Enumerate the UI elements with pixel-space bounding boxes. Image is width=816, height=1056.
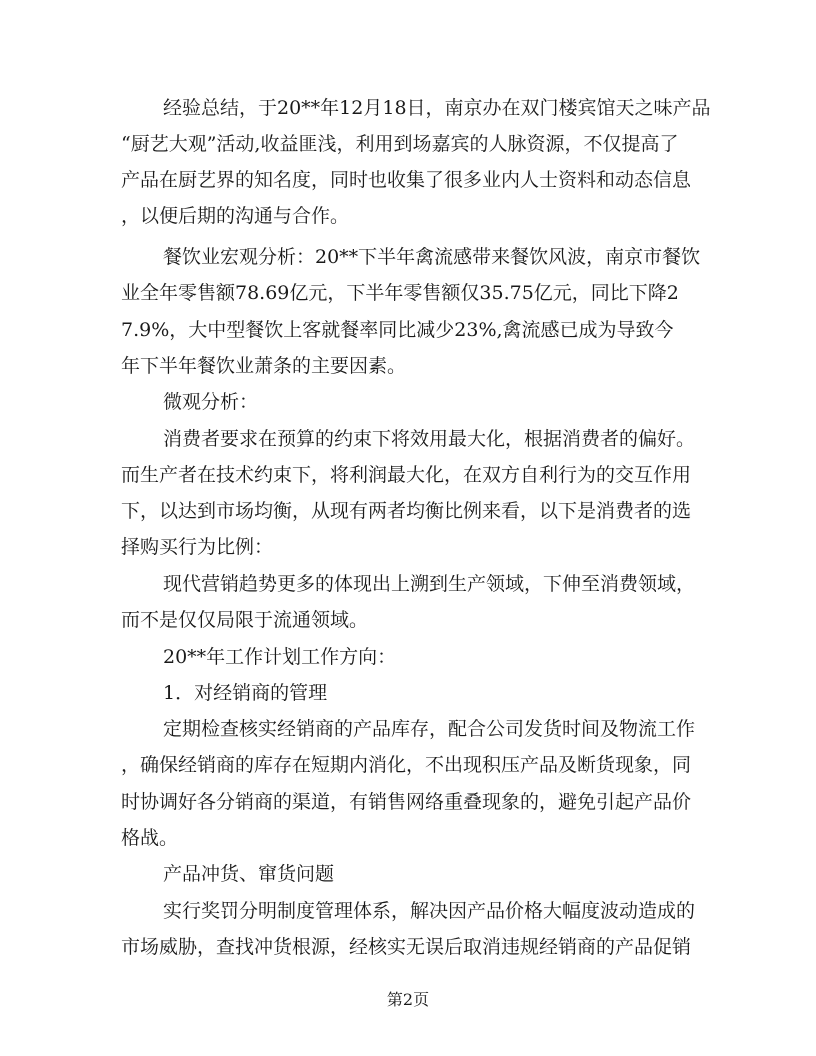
text-line: 时协调好各分销商的渠道，有销售网络重叠现象的，避免引起产品价 <box>121 791 692 813</box>
text-line: 而生产者在技术约束下，将利润最大化，在双方自利行为的交互作用 <box>121 464 692 486</box>
text-line: 餐饮业宏观分析：20**下半年禽流感带来餐饮风波，南京市餐饮 <box>163 246 701 268</box>
text-line: ，以便后期的沟通与合作。 <box>121 205 350 227</box>
text-line: 经验总结，于20**年12月18日，南京办在双门楼宾馆天之味产品 <box>163 97 711 119</box>
text-line: 产品在厨艺界的知名度，同时也收集了很多业内人士资料和动态信息 <box>121 169 692 191</box>
text-line: 7.9%，大中型餐饮上客就餐率同比减少23%,禽流感已成为导致今 <box>121 319 674 341</box>
page-number: 第2页 <box>386 990 430 1009</box>
text-line: 实行奖罚分明制度管理体系，解决因产品价格大幅度波动造成的 <box>163 900 696 922</box>
text-line: 年下半年餐饮业萧条的主要因素。 <box>121 355 407 377</box>
text-line: 择购买行为比例： <box>121 536 274 558</box>
text-line: 而不是仅仅局限于流通领域。 <box>121 609 369 631</box>
text-line: 产品冲货、窜货问题 <box>163 863 335 885</box>
text-line: 下，以达到市场均衡，从现有两者均衡比例来看，以下是消费者的选 <box>121 500 692 522</box>
text-line: 微观分析： <box>163 391 259 413</box>
text-line: 20**年工作计划工作方向： <box>163 646 397 668</box>
text-line: 现代营销趋势更多的体现出上溯到生产领域，下伸至消费领域， <box>163 573 696 595</box>
text-line: 格战。 <box>121 827 179 849</box>
text-line: 1．对经销商的管理 <box>163 682 328 704</box>
text-line: 消费者要求在预算的约束下将效用最大化，根据消费者的偏好。 <box>163 428 696 450</box>
text-line: 业全年零售额78.69亿元，下半年零售额仅35.75亿元，同比下降2 <box>121 282 679 304</box>
text-line: 定期检查核实经销商的产品库存，配合公司发货时间及物流工作 <box>163 718 696 740</box>
text-line: ，确保经销商的库存在短期内消化，不出现积压产品及断货现象，同 <box>121 754 692 776</box>
text-line: 市场威胁，查找冲货根源，经核实无误后取消违规经销商的产品促销 <box>121 936 692 958</box>
text-line: “厨艺大观”活动,收益匪浅，利用到场嘉宾的人脉资源，不仅提高了 <box>121 133 679 155</box>
